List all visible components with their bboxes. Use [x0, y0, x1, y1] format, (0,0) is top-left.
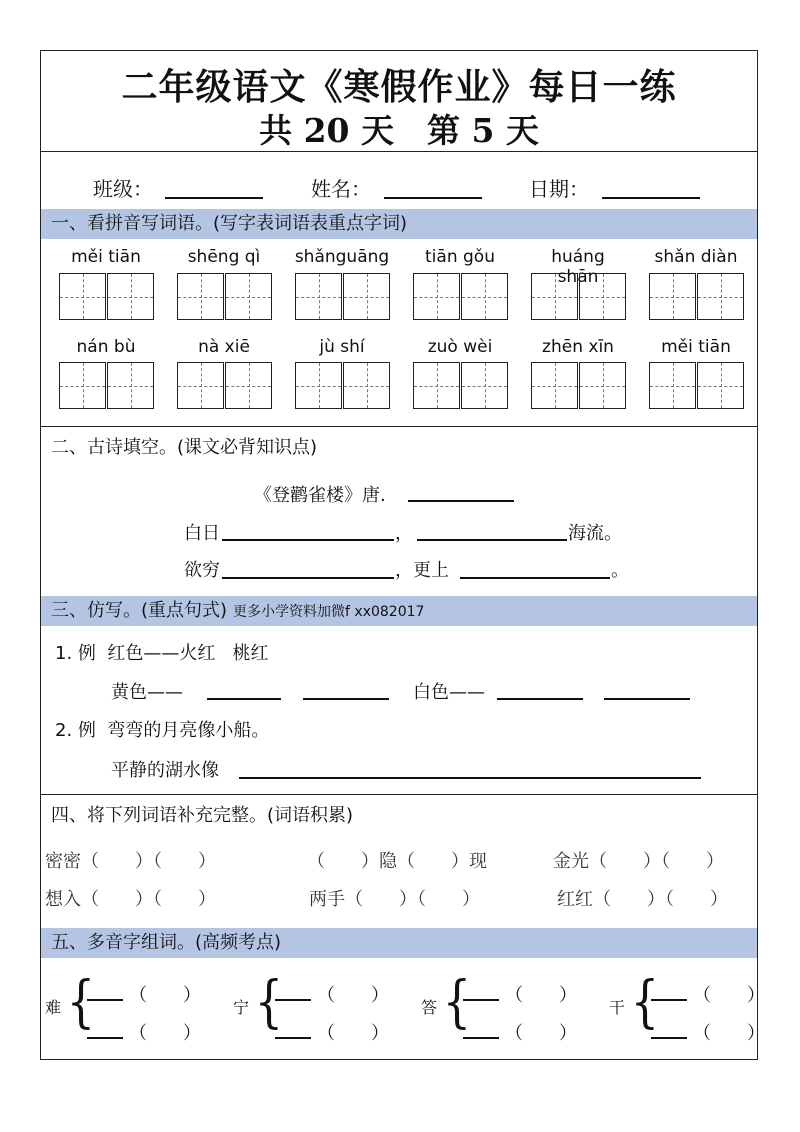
pinyin-label: nà xiē: [198, 337, 250, 357]
section2-heading: 二、古诗填空。(课文必背知识点): [51, 437, 318, 458]
example-1-blank-2[interactable]: [303, 698, 389, 700]
pinyin-label: zhēn xīn: [542, 337, 614, 357]
idiom-6[interactable]: 红红（ ）（ ）: [557, 889, 728, 910]
example-1-blank-4[interactable]: [604, 698, 690, 700]
word-blank[interactable]: （ ）: [693, 985, 765, 1006]
pronunciation-blank[interactable]: [651, 999, 687, 1001]
poem-title: 《登鹳雀楼》唐.: [254, 485, 386, 506]
class-label: 班级：: [93, 177, 153, 201]
poem-author-blank[interactable]: [408, 500, 514, 502]
poem-line1-end: 海流。: [568, 523, 622, 544]
poem-line2-start: 欲穷: [184, 560, 220, 581]
word-blank[interactable]: （ ）: [693, 1023, 765, 1044]
example-2-blank[interactable]: [239, 777, 701, 779]
poem-line2-end: 。: [611, 560, 629, 581]
word-blank[interactable]: （ ）: [317, 985, 389, 1006]
polyphone-char: 宁: [233, 998, 250, 1017]
idiom-5[interactable]: 两手（ ）（ ）: [309, 889, 480, 910]
poem-blank-4[interactable]: [460, 577, 610, 579]
writing-box[interactable]: [107, 362, 154, 409]
example-1-blank-1[interactable]: [207, 698, 281, 700]
date-field[interactable]: [602, 197, 700, 199]
writing-box[interactable]: [295, 362, 342, 409]
section3-note: 更多小学资料加微f xx082017: [233, 604, 425, 620]
writing-box[interactable]: [531, 273, 578, 320]
writing-box[interactable]: [107, 273, 154, 320]
writing-box[interactable]: [461, 273, 508, 320]
section3-heading: [41, 596, 757, 626]
writing-box[interactable]: [413, 273, 460, 320]
polyphone-char: 答: [421, 998, 438, 1017]
name-field[interactable]: [384, 197, 482, 199]
writing-box[interactable]: [461, 362, 508, 409]
date-label: 日期：: [529, 177, 589, 201]
writing-box[interactable]: [59, 362, 106, 409]
name-label: 姓名：: [311, 177, 371, 201]
writing-box[interactable]: [225, 273, 272, 320]
worksheet-subtitle: 共 20 天 第 5 天: [259, 111, 539, 150]
divider: [41, 426, 757, 427]
poem-line1-start: 白日: [184, 523, 220, 544]
pinyin-label: zuò wèi: [427, 337, 493, 357]
pronunciation-blank[interactable]: [275, 999, 311, 1001]
pinyin-label: shǎnguāng: [294, 247, 390, 267]
idiom-4[interactable]: 想入（ ）（ ）: [45, 889, 216, 910]
writing-box[interactable]: [295, 273, 342, 320]
worksheet-title: 二年级语文《寒假作业》每日一练: [121, 67, 677, 108]
pinyin-label: jù shí: [319, 337, 365, 357]
writing-box[interactable]: [177, 362, 224, 409]
pinyin-label: měi tiān: [661, 337, 731, 357]
pinyin-label: tiān gǒu: [425, 247, 495, 267]
polyphone-char: 难: [45, 998, 62, 1017]
section3-heading-text: 三、仿写。(重点句式): [51, 600, 228, 621]
writing-box[interactable]: [177, 273, 224, 320]
brace-icon: {: [630, 970, 660, 1035]
word-blank[interactable]: （ ）: [505, 985, 577, 1006]
example-1: 1. 例 红色——火红 桃红: [55, 643, 269, 664]
divider: [41, 151, 757, 152]
writing-box[interactable]: [697, 362, 744, 409]
word-blank[interactable]: （ ）: [505, 1023, 577, 1044]
poem-line1-comma: ，: [395, 523, 413, 544]
writing-box[interactable]: [649, 273, 696, 320]
writing-box[interactable]: [697, 273, 744, 320]
writing-box[interactable]: [59, 273, 106, 320]
writing-box[interactable]: [649, 362, 696, 409]
pinyin-label: měi tiān: [71, 247, 141, 267]
word-blank[interactable]: （ ）: [129, 1023, 201, 1044]
writing-box[interactable]: [343, 362, 390, 409]
example-2: 2. 例 弯弯的月亮像小船。: [55, 720, 270, 741]
pinyin-label: shēng qì: [187, 247, 261, 267]
section5-heading-text: 五、多音字组词。(高频考点): [51, 932, 282, 953]
writing-box[interactable]: [413, 362, 460, 409]
divider: [41, 794, 757, 795]
section1-heading-text: 一、看拼音写词语。(写字表词语表重点字词): [51, 213, 408, 234]
word-blank[interactable]: （ ）: [317, 1023, 389, 1044]
pinyin-label: huáng shān: [551, 247, 605, 287]
example-1-blank-3[interactable]: [497, 698, 583, 700]
example-2-prompt: 平静的湖水像: [111, 760, 219, 781]
pronunciation-blank[interactable]: [275, 1037, 311, 1039]
writing-box[interactable]: [579, 273, 626, 320]
poem-blank-2[interactable]: [417, 539, 567, 541]
pinyin-label: shǎn diàn: [654, 247, 738, 267]
poem-line2-comma: ，更上: [395, 560, 449, 581]
idiom-1[interactable]: 密密（ ）（ ）: [45, 851, 216, 872]
writing-box[interactable]: [225, 362, 272, 409]
writing-box[interactable]: [343, 273, 390, 320]
word-blank[interactable]: （ ）: [129, 985, 201, 1006]
poem-blank-1[interactable]: [222, 539, 394, 541]
idiom-3[interactable]: 金光（ ）（ ）: [553, 851, 724, 872]
pronunciation-blank[interactable]: [463, 999, 499, 1001]
polyphone-char: 干: [609, 998, 626, 1017]
section5-heading: [41, 928, 757, 958]
worksheet-frame: [40, 50, 765, 1060]
brace-icon: {: [442, 970, 472, 1035]
pronunciation-blank[interactable]: [651, 1037, 687, 1039]
writing-box[interactable]: [579, 362, 626, 409]
pronunciation-blank[interactable]: [87, 1037, 123, 1039]
writing-box[interactable]: [531, 362, 578, 409]
example-1-prompt-b: 白色——: [413, 682, 485, 703]
idiom-2[interactable]: （ ）隐（ ）现: [307, 851, 487, 872]
example-1-prompt-a: 黄色——: [111, 682, 183, 703]
brace-icon: {: [254, 970, 284, 1035]
pinyin-label: nán bù: [76, 337, 136, 357]
section4-heading: 四、将下列词语补充完整。(词语积累): [51, 805, 354, 826]
pronunciation-blank[interactable]: [87, 999, 123, 1001]
pronunciation-blank[interactable]: [463, 1037, 499, 1039]
brace-icon: {: [66, 970, 96, 1035]
section1-heading: [41, 209, 757, 239]
class-field[interactable]: [165, 197, 263, 199]
poem-blank-3[interactable]: [222, 577, 394, 579]
